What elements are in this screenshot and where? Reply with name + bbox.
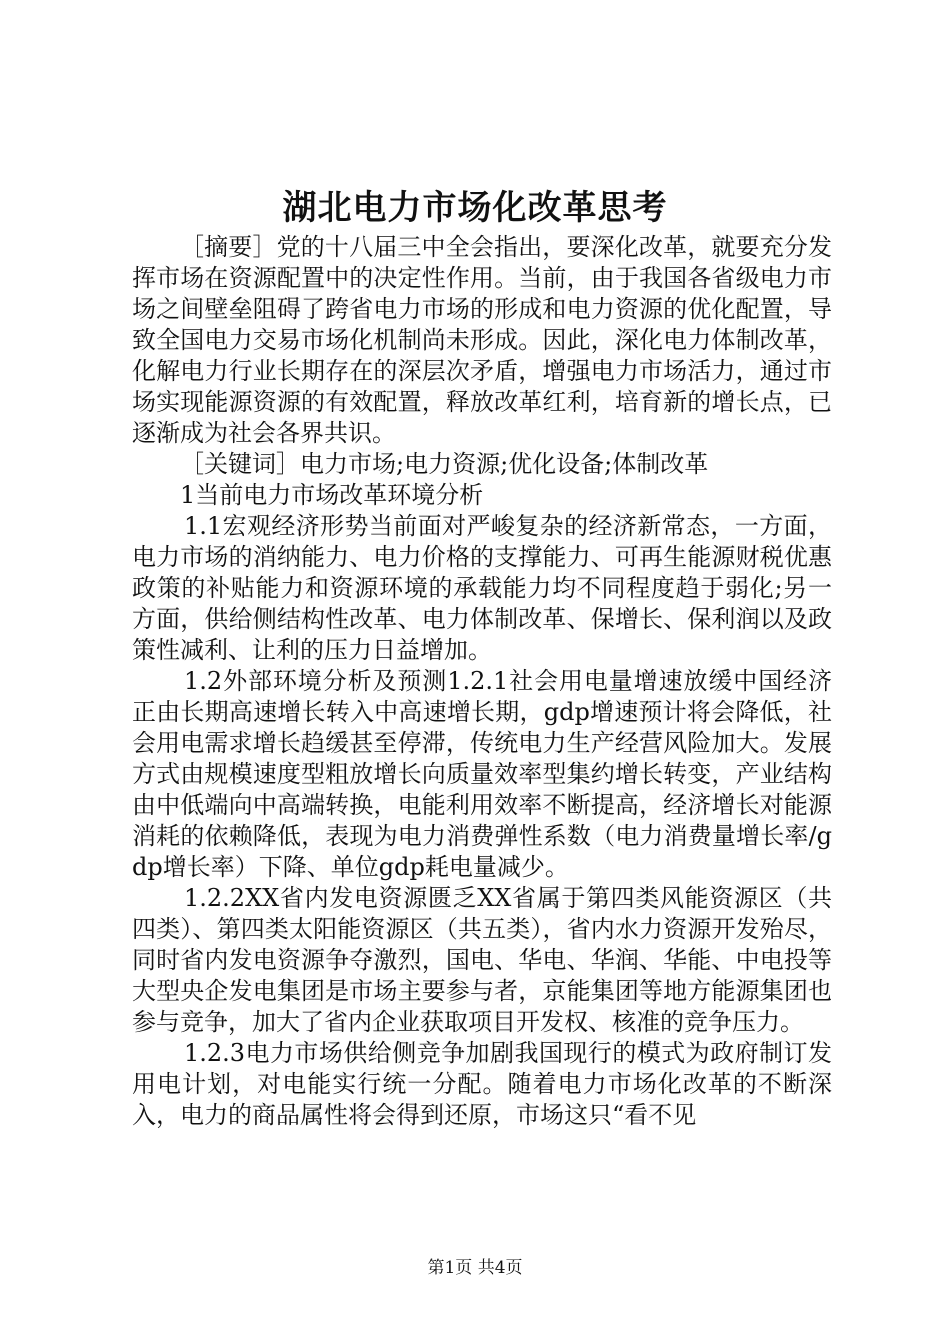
document-title: 湖北电力市场化改革思考 xyxy=(282,188,668,228)
keywords-paragraph: ［关键词］电力市场;电力资源;优化设备;体制改革 xyxy=(180,450,709,478)
body-paragraph-1-1: 1.1宏观经济形势当前面对严峻复杂的经济新常态，一方面，电力市场的消纳能力、电力价格的支撑能力、可再生能源财税优惠政策的补贴能力和资源环境的承载能力均不同程度趋于弱化;另一方面，供给侧结构性改革、电力体制改革、保增长、保利润以及政策性减利、让利的压力日益增加。 xyxy=(132,512,832,664)
body-paragraph-1-2: 1.2外部环境分析及预测1.2.1社会用电量增速放缓中国经济正由长期高速增长转入中高速增长期，gdp增速预计将会降低，社会用电需求增长趋缓甚至停滞，传统电力生产经营风险加大。发展方式由规模速度型粗放增长向质量效率型集约增长转变，产业结构由中低端向中高端转换，电能利用效率不断提高，经济增长对能源消耗的依赖降低，表现为电力消费弹性系数（电力消费量增长率/gdp增长率）下降、单位gdp耗电量减少。 xyxy=(132,667,832,881)
abstract-paragraph: ［摘要］党的十八届三中全会指出，要深化改革，就要充分发挥市场在资源配置中的决定性作用。当前，由于我国各省级电力市场之间壁垒阻碍了跨省电力市场的形成和电力资源的优化配置，导致全国电力交易市场化机制尚未形成。因此，深化电力体制改革，化解电力行业长期存在的深层次矛盾，增强电力市场活力，通过市场实现能源资源的有效配置，释放改革红利，培育新的增长点，已逐渐成为社会各界共识。 xyxy=(132,233,832,447)
document-body xyxy=(132,232,832,1131)
page-number-footer: 第1页 共4页 xyxy=(427,1258,523,1278)
body-paragraph-1-2-2: 1.2.2XX省内发电资源匮乏XX省属于第四类风能资源区（共四类）、第四类太阳能资源区（共五类），省内水力资源开发殆尽，同时省内发电资源争夺激烈，国电、华电、华润、华能、中电投等大型央企发电集团是市场主要参与者，京能集团等地方能源集团也参与竞争，加大了省内企业获取项目开发权、核准的竞争压力。 xyxy=(132,884,832,1036)
body-paragraph-1-2-3: 1.2.3电力市场供给侧竞争加剧我国现行的模式为政府制订发用电计划，对电能实行统一分配。随着电力市场化改革的不断深入，电力的商品属性将会得到还原，市场这只“看不见 xyxy=(132,1039,832,1129)
section-heading: 1当前电力市场改革环境分析 xyxy=(180,481,484,509)
